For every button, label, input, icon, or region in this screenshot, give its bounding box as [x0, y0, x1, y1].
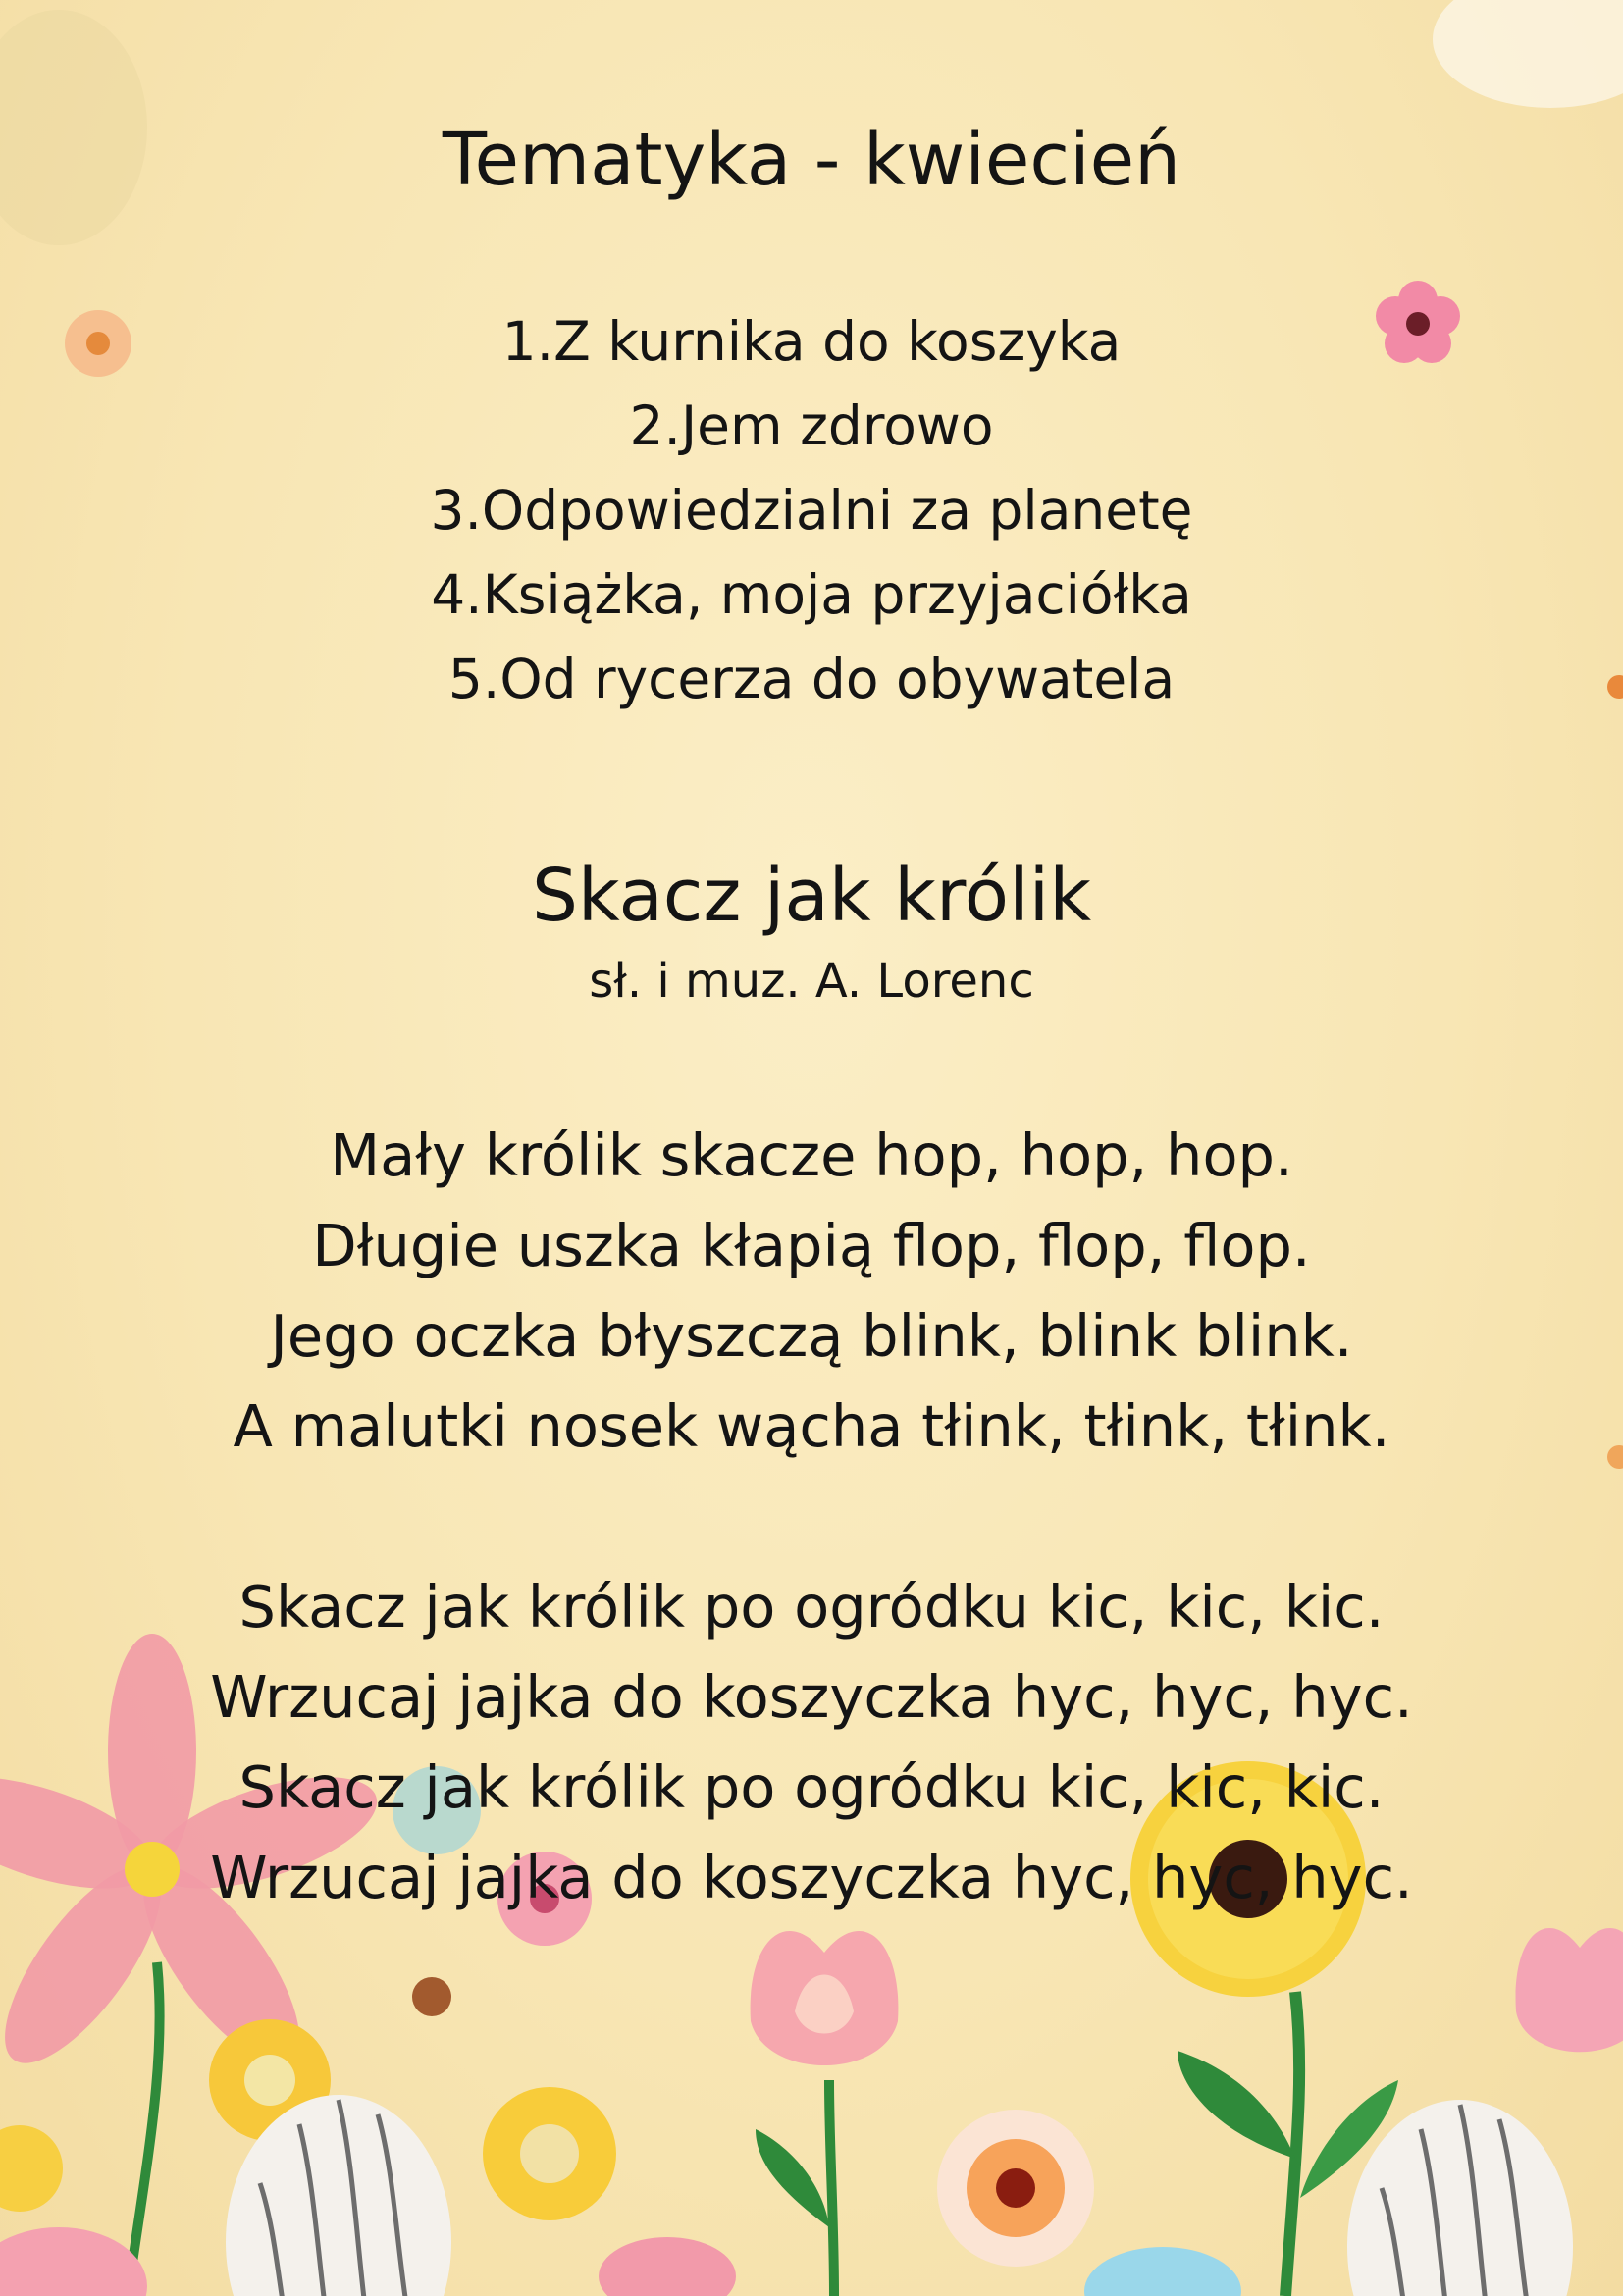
lyric-line: Wrzucaj jajka do koszyczka hyc, hyc, hyc. [210, 1663, 1413, 1731]
lyric-line: Skacz jak królik po ogródku kic, kic, kic. [238, 1573, 1385, 1641]
topic-item: 5.Od rycerza do obywatela [447, 648, 1176, 710]
song-stanza-2 [0, 1562, 1623, 1923]
song-author: sł. i muz. A. Lorenc [589, 954, 1034, 1009]
pink-tulip-icon [1516, 1928, 1623, 2052]
lyric-line: Wrzucaj jajka do koszyczka hyc, hyc, hyc. [210, 1844, 1413, 1911]
song-title: Skacz jak królik [531, 854, 1092, 938]
topic-item: 1.Z kurnika do koszyka [501, 310, 1122, 373]
yellow-daisy-icon [0, 2125, 63, 2212]
striped-easter-egg-icon [1347, 2100, 1573, 2296]
topic-item: 2.Jem zdrowo [629, 394, 994, 457]
green-leaf-icon [1178, 2051, 1295, 2159]
lyric-line: A malutki nosek wącha tłink, tłink, tłink. [233, 1392, 1390, 1460]
blue-egg-icon [1084, 2247, 1241, 2296]
topic-item: 3.Odpowiedzialni za planetę [430, 479, 1193, 542]
green-stem-icon [829, 2080, 834, 2296]
yellow-daisy-icon [483, 2087, 616, 2220]
white-daisy-icon [937, 2110, 1094, 2267]
pink-egg-icon [599, 2237, 736, 2296]
white-blur-top-right [1433, 0, 1623, 108]
brown-bead-icon [412, 1977, 451, 2016]
topic-item: 4.Książka, moja przyjaciółka [431, 563, 1192, 626]
topics-list [0, 299, 1623, 721]
green-leaf-icon [756, 2129, 829, 2227]
lyric-line: Jego oczka błyszczą blink, blink blink. [270, 1302, 1353, 1370]
page-title: Tematyka - kwiecień [442, 118, 1181, 202]
song-stanza-1 [0, 1111, 1623, 1472]
pink-egg-icon [0, 2227, 147, 2296]
lyric-line: Mały królik skacze hop, hop, hop. [330, 1122, 1293, 1189]
green-stem-icon [128, 1962, 160, 2296]
lyric-line: Skacz jak królik po ogródku kic, kic, kic. [238, 1753, 1385, 1821]
lyric-line: Długie uszka kłapią flop, flop, flop. [312, 1212, 1311, 1279]
pink-tulip-icon [751, 1931, 899, 2065]
